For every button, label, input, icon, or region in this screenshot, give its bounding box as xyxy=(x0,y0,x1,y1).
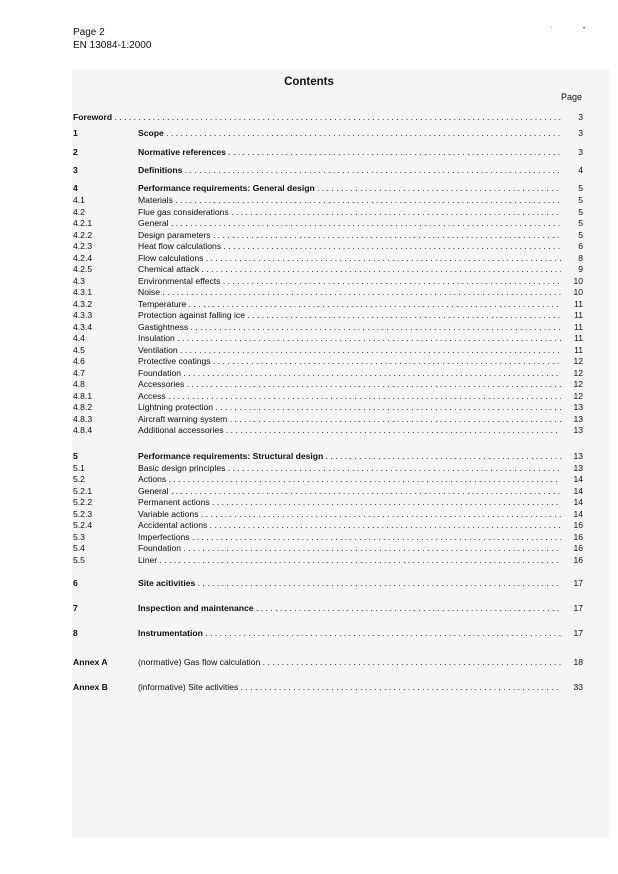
toc-entry[interactable] xyxy=(73,111,583,123)
toc-entry-number: 5.2.4 xyxy=(73,520,93,530)
toc-entry-title: Actions xyxy=(138,474,167,484)
toc-entry[interactable] xyxy=(73,602,583,614)
toc-entry-leader xyxy=(138,554,561,566)
toc-entry[interactable] xyxy=(73,496,583,508)
toc-entry-leader xyxy=(138,473,561,485)
toc-entry-page: 16 xyxy=(573,520,583,530)
toc-entry-page: 12 xyxy=(573,356,583,366)
toc-entry-page: 14 xyxy=(573,474,583,484)
scan-speck: • xyxy=(583,26,586,32)
page-column-header: Page xyxy=(560,92,582,102)
toc-entry-number: 7 xyxy=(73,603,78,613)
toc-entry[interactable] xyxy=(73,164,583,176)
toc-entry[interactable] xyxy=(73,681,583,693)
toc-entry-page: 3 xyxy=(578,147,583,157)
toc-entry-page: 13 xyxy=(573,414,583,424)
toc-entry-page: 12 xyxy=(573,368,583,378)
toc-entry-title: Foundation xyxy=(138,368,182,378)
toc-entry-number: 4.2.1 xyxy=(73,218,93,228)
toc-entry-page: 5 xyxy=(578,218,583,228)
toc-entry-number: 4.8.2 xyxy=(73,402,93,412)
toc-entry-title: Foreword xyxy=(73,112,113,122)
toc-entry-page: 14 xyxy=(573,486,583,496)
toc-entry-page: 11 xyxy=(574,322,583,332)
toc-entry-title: Gastightness xyxy=(138,322,189,332)
toc-entry-number: Annex A xyxy=(73,657,108,667)
toc-entry-leader xyxy=(138,240,561,252)
toc-entry-leader xyxy=(138,542,561,554)
toc-entry[interactable] xyxy=(73,309,583,321)
toc-entry-number: 5.4 xyxy=(73,543,85,553)
toc-entry-leader xyxy=(138,355,561,367)
toc-entry-title: (informative) Site activities xyxy=(138,682,239,692)
toc-entry-number: 4.3.3 xyxy=(73,310,93,320)
toc-entry[interactable] xyxy=(73,401,583,413)
toc-entry-title: Normative references xyxy=(138,147,226,157)
toc-entry[interactable] xyxy=(73,355,583,367)
toc-entry-title: Scope xyxy=(138,128,164,138)
toc-entry[interactable] xyxy=(73,577,583,589)
toc-entry-number: 4.5 xyxy=(73,345,85,355)
toc-entry-page: 5 xyxy=(578,207,583,217)
toc-entry-leader xyxy=(138,309,561,321)
toc-entry-number: 5 xyxy=(73,451,78,461)
toc-entry-page: 16 xyxy=(573,532,583,542)
toc-entry-page: 12 xyxy=(573,391,583,401)
toc-entry-number: 4.2.3 xyxy=(73,241,93,251)
toc-entry-page: 11 xyxy=(574,310,583,320)
toc-entry-title: Insulation xyxy=(138,333,175,343)
toc-entry-number: 2 xyxy=(73,147,78,157)
toc-entry-number: 5.2.2 xyxy=(73,497,93,507)
toc-entry-leader xyxy=(138,332,561,344)
toc-entry-title: Basic design principles xyxy=(138,463,226,473)
toc-entry-page: 12 xyxy=(573,379,583,389)
toc-entry-number: 4.3.4 xyxy=(73,322,93,332)
toc-entry-leader xyxy=(138,263,561,275)
toc-entry-page: 8 xyxy=(578,253,583,263)
toc-entry-title: Flue gas considerations xyxy=(138,207,229,217)
page-header xyxy=(73,26,151,52)
toc-entry-number: 4.2 xyxy=(73,207,85,217)
toc-entry-title: General xyxy=(138,218,169,228)
toc-entry-title: Variable actions xyxy=(138,509,199,519)
toc-entry-page: 33 xyxy=(573,682,583,692)
toc-entry-page: 4 xyxy=(578,165,583,175)
toc-entry-page: 5 xyxy=(578,195,583,205)
toc-entry-title: Protection against falling ice xyxy=(138,310,246,320)
toc-entry-page: 18 xyxy=(573,657,583,667)
toc-entry-title: Environmental effects xyxy=(138,276,221,286)
toc-entry-page: 14 xyxy=(573,509,583,519)
scan-speck: ' xyxy=(551,27,553,33)
toc-entry-page: 3 xyxy=(578,112,583,122)
toc-entry-leader xyxy=(73,111,561,123)
toc-entry-number: 8 xyxy=(73,628,78,638)
toc-entry-page: 14 xyxy=(573,497,583,507)
toc-entry[interactable] xyxy=(73,127,583,139)
toc-entry-leader xyxy=(138,127,561,139)
toc-entry-title: Inspection and maintenance xyxy=(138,603,254,613)
toc-entry-title: Additional accessories xyxy=(138,425,224,435)
toc-entry[interactable] xyxy=(73,286,583,298)
toc-entry-page: 13 xyxy=(573,425,583,435)
toc-entry-leader xyxy=(138,182,561,194)
toc-entry-page: 13 xyxy=(573,451,583,461)
toc-entry-page: 11 xyxy=(574,333,583,343)
toc-entry-number: 5.2 xyxy=(73,474,85,484)
contents-title: Contents xyxy=(284,76,334,88)
toc-entry[interactable] xyxy=(73,627,583,639)
toc-entry-number: 5.1 xyxy=(73,463,85,473)
toc-entry-number: 5.2.3 xyxy=(73,509,93,519)
toc-entry-leader xyxy=(138,217,561,229)
toc-entry-number: 4.6 xyxy=(73,356,85,366)
toc-entry-leader xyxy=(138,450,561,462)
toc-entry-leader xyxy=(138,496,561,508)
toc-entry-page: 16 xyxy=(573,543,583,553)
toc-entry-leader xyxy=(138,627,561,639)
toc-entry-leader xyxy=(138,401,561,413)
toc-entry-title: Access xyxy=(138,391,166,401)
toc-entry-page: 17 xyxy=(573,603,583,613)
toc-entry-page: 13 xyxy=(573,402,583,412)
toc-entry-leader xyxy=(138,164,561,176)
toc-entry[interactable] xyxy=(73,194,583,206)
toc-entry[interactable] xyxy=(73,542,583,554)
toc-entry-leader xyxy=(138,602,561,614)
standard-code: EN 13084-1:2000 xyxy=(73,40,152,51)
toc-entry-title: Imperfections xyxy=(138,532,190,542)
toc-entry-page: 5 xyxy=(578,230,583,240)
toc-entry-title: Foundation xyxy=(138,543,182,553)
toc-entry-page: 13 xyxy=(573,463,583,473)
toc-entry-title: Materials xyxy=(138,195,173,205)
toc-entry-title: General xyxy=(138,486,169,496)
toc-entry-number: 4.8.3 xyxy=(73,414,93,424)
toc-entry-number: 6 xyxy=(73,578,78,588)
toc-entry-page: 11 xyxy=(574,299,583,309)
toc-entry-title: Ventilation xyxy=(138,345,178,355)
toc-entry[interactable] xyxy=(73,424,583,436)
toc-entry-title: Liner xyxy=(138,555,158,565)
toc-entry-number: 5.2.1 xyxy=(73,486,93,496)
toc-entry[interactable] xyxy=(73,450,583,462)
toc-entry-title: Performance requirements: Structural design xyxy=(138,451,324,461)
toc-entry-page: 10 xyxy=(573,276,583,286)
toc-entry[interactable] xyxy=(73,263,583,275)
page-number: Page 2 xyxy=(73,27,105,38)
toc-entry-leader xyxy=(138,519,561,531)
toc-entry-leader xyxy=(138,286,561,298)
toc-entry-title: Temperature xyxy=(138,299,187,309)
toc-entry-page: 10 xyxy=(573,287,583,297)
toc-entry[interactable] xyxy=(73,519,583,531)
toc-entry-number: 4.8.1 xyxy=(73,391,93,401)
toc-entry-number: 4.3 xyxy=(73,276,85,286)
toc-entry-page: 17 xyxy=(573,628,583,638)
toc-entry-number: 4.1 xyxy=(73,195,85,205)
toc-entry-title: Heat flow calculations xyxy=(138,241,222,251)
toc-entry-leader xyxy=(138,577,561,589)
toc-entry-leader xyxy=(138,424,561,436)
toc-entry-leader xyxy=(138,194,561,206)
toc-entry-number: 4.4 xyxy=(73,333,85,343)
toc-entry-number: 5.5 xyxy=(73,555,85,565)
toc-entry-number: 1 xyxy=(73,128,78,138)
toc-entry-title: Instrumentation xyxy=(138,628,203,638)
toc-entry-title: (normative) Gas flow calculation xyxy=(138,657,261,667)
toc-entry[interactable] xyxy=(73,182,583,194)
toc-entry-page: 11 xyxy=(574,345,583,355)
toc-entry-number: 5.3 xyxy=(73,532,85,542)
toc-entry-number: 4.3.2 xyxy=(73,299,93,309)
toc-entry[interactable] xyxy=(73,217,583,229)
toc-entry-page: 17 xyxy=(573,578,583,588)
toc-entry-title: Design parameters xyxy=(138,230,211,240)
toc-entry-page: 5 xyxy=(578,183,583,193)
toc-entry-number: 3 xyxy=(73,165,78,175)
toc-entry-title: Site acitivities xyxy=(138,578,196,588)
toc-entry-number: 4.2.5 xyxy=(73,264,93,274)
toc-entry-title: Accidental actions xyxy=(138,520,208,530)
toc-entry-title: Chemical attack xyxy=(138,264,200,274)
toc-entry-number: 4 xyxy=(73,183,78,193)
toc-entry-leader xyxy=(138,378,561,390)
toc-entry-number: 4.8 xyxy=(73,379,85,389)
toc-entry-page: 9 xyxy=(578,264,583,274)
toc-entry-number: Annex B xyxy=(73,682,108,692)
toc-entry-title: Accessories xyxy=(138,379,185,389)
toc-entry-title: Aircraft warning system xyxy=(138,414,228,424)
toc-entry-title: Protective coatings xyxy=(138,356,211,366)
toc-entry-number: 4.2.2 xyxy=(73,230,93,240)
toc-entry-title: Definitions xyxy=(138,165,183,175)
toc-entry-number: 4.7 xyxy=(73,368,85,378)
toc-entry-title: Permanent actions xyxy=(138,497,210,507)
toc-entry-title: Lightning protection xyxy=(138,402,214,412)
toc-entry-page: 16 xyxy=(573,555,583,565)
toc-entry-title: Performance requirements: General design xyxy=(138,183,315,193)
toc-entry[interactable] xyxy=(73,473,583,485)
toc-entry-leader xyxy=(138,681,561,693)
toc-entry-title: Flow calculations xyxy=(138,253,204,263)
toc-entry-number: 4.8.4 xyxy=(73,425,93,435)
toc-entry-leader xyxy=(138,146,561,158)
toc-entry[interactable] xyxy=(73,146,583,158)
toc-entry-leader xyxy=(138,656,561,668)
toc-entry-page: 3 xyxy=(578,128,583,138)
toc-entry-page: 6 xyxy=(578,241,583,251)
toc-entry[interactable] xyxy=(73,378,583,390)
toc-entry[interactable] xyxy=(73,554,583,566)
toc-entry-number: 4.2.4 xyxy=(73,253,93,263)
toc-entry[interactable] xyxy=(73,656,583,668)
toc-entry-number: 4.3.1 xyxy=(73,287,93,297)
toc-entry[interactable] xyxy=(73,240,583,252)
toc-entry[interactable] xyxy=(73,332,583,344)
toc-entry-title: Noise xyxy=(138,287,160,297)
